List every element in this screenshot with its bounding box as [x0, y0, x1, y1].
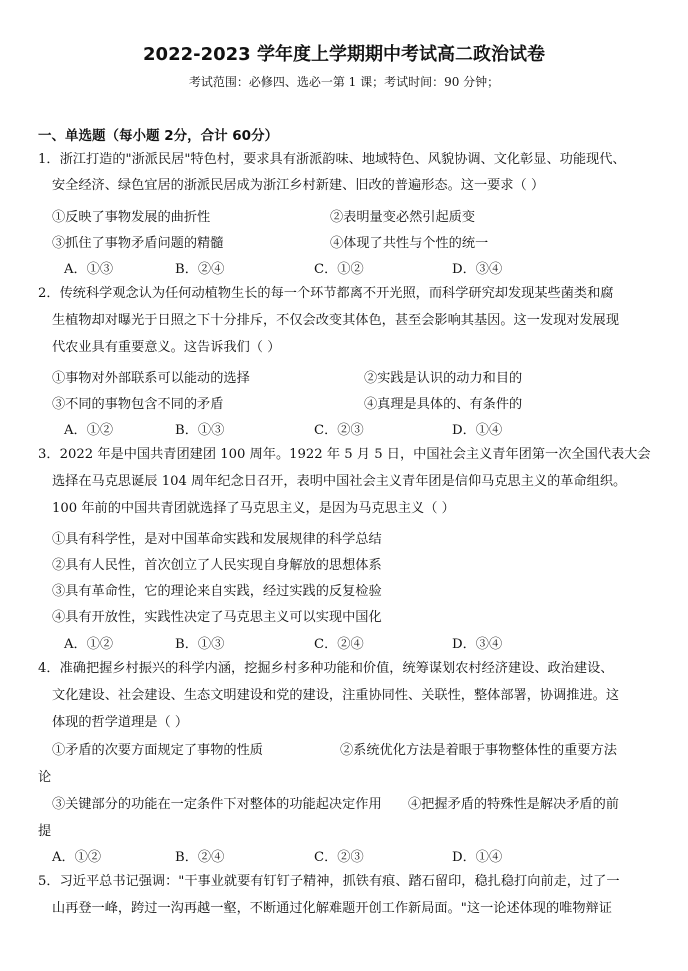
- question-1-choice-a[interactable]: A．①③: [64, 262, 114, 277]
- question-4-statement-2: ②系统优化方法是着眼于事物整体性的重要方法: [340, 743, 617, 758]
- question-3-choice-a[interactable]: A．①②: [64, 637, 114, 652]
- question-4-statement-1: ①矛盾的次要方面规定了事物的性质: [52, 743, 263, 758]
- question-2-statement-2: ②实践是认识的动力和目的: [364, 371, 523, 386]
- question-1-choice-c[interactable]: C．①②: [314, 262, 364, 277]
- question-1-choice-d[interactable]: D．③④: [452, 262, 503, 277]
- question-4-statement-2-wrap: 论: [38, 770, 52, 785]
- question-2-choice-a[interactable]: A．①②: [64, 423, 114, 438]
- exam-subtitle: 考试范围：必修四、选必一第 1 课；考试时间：90 分钟；: [188, 75, 500, 89]
- question-1-choice-b[interactable]: B．②④: [175, 262, 225, 277]
- question-4-line-2: 文化建设、社会建设、生态文明建设和党的建设，注重协同性、关联性，整体部署，协调推进。这: [52, 688, 620, 703]
- question-3-choice-b[interactable]: B．①③: [175, 637, 225, 652]
- question-2-choice-d[interactable]: D．①④: [452, 423, 503, 438]
- question-4-choice-b[interactable]: B．②④: [175, 850, 225, 865]
- question-1-line-1: 1．浙江打造的"浙派民居"特色村，要求具有浙派韵味、地域特色、风貌协调、文化彰显、功能现代、: [38, 152, 626, 167]
- question-3-statement-3: ③具有革命性，它的理论来自实践，经过实践的反复检验: [52, 584, 382, 599]
- question-1-statement-1: ①反映了事物发展的曲折性: [52, 210, 211, 225]
- question-3-choice-c[interactable]: C．②④: [314, 637, 364, 652]
- exam-title: 2022-2023 学年度上学期期中考试高二政治试卷: [143, 44, 545, 65]
- question-2-statement-3: ③不同的事物包含不同的矛盾: [52, 397, 224, 412]
- question-3-line-3: 100 年前的中国共青团就选择了马克思主义，是因为马克思主义（ ）: [52, 501, 455, 516]
- question-2-statement-4: ④真理是具体的、有条件的: [364, 397, 523, 412]
- question-1-statement-3: ③抓住了事物矛盾问题的精髓: [52, 236, 224, 251]
- question-2-choice-b[interactable]: B．①③: [175, 423, 225, 438]
- question-5-line-2: 山再登一峰，跨过一沟再越一壑，不断通过化解难题开创工作新局面。"这一论述体现的唯物辩证: [52, 901, 612, 916]
- question-3-statement-4: ④具有开放性，实践性决定了马克思主义可以实现中国化: [52, 610, 382, 625]
- question-4-choice-a[interactable]: A．①②: [52, 850, 102, 865]
- section-heading: 一、单选题（每小题 2分，合计 60分）: [38, 128, 279, 144]
- question-4-line-3: 体现的哲学道理是（ ）: [52, 715, 189, 730]
- question-4-statement-3: ③关键部分的功能在一定条件下对整体的功能起决定作用: [52, 797, 382, 812]
- question-2-statement-1: ①事物对外部联系可以能动的选择: [52, 371, 250, 386]
- question-4-line-1: 4．准确把握乡村振兴的科学内涵，挖掘乡村多种功能和价值，统筹谋划农村经济建设、政治建设、: [38, 661, 614, 676]
- question-1-statement-2: ②表明量变必然引起质变: [330, 210, 476, 225]
- question-3-line-2: 选择在马克思诞辰 104 周年纪念日召开，表明中国社会主义青年团是信仰马克思主义的革命组织。: [52, 474, 627, 489]
- question-5-line-1: 5．习近平总书记强调："干事业就要有钉钉子精神，抓铁有痕、踏石留印，稳扎稳打向前走，过了一: [38, 874, 620, 889]
- question-1-statement-4: ④体现了共性与个性的统一: [330, 236, 489, 251]
- question-1-line-2: 安全经济、绿色宜居的浙派民居成为浙江乡村新建、旧改的普遍形态。这一要求（ ）: [52, 178, 545, 193]
- question-2-line-1: 2．传统科学观念认为任何动植物生长的每一个环节都离不开光照，而科学研究却发现某些菌类和腐: [38, 286, 614, 301]
- question-2-line-2: 生植物却对曝光于日照之下十分排斥，不仅会改变其体色，甚至会影响其基因。这一发现对发展现: [52, 313, 620, 328]
- question-3-line-1: 3．2022 年是中国共青团建团 100 周年。1922 年 5 月 5 日，中国社会主义青年团第一次全国代表大会: [38, 447, 651, 462]
- question-3-statement-2: ②具有人民性，首次创立了人民实现自身解放的思想体系: [52, 558, 382, 573]
- question-4-choice-c[interactable]: C．②③: [314, 850, 364, 865]
- question-4-statement-4: ④把握矛盾的特殊性是解决矛盾的前: [408, 797, 619, 812]
- question-3-statement-1: ①具有科学性，是对中国革命实践和发展规律的科学总结: [52, 532, 382, 547]
- question-4-statement-4-wrap: 提: [38, 824, 52, 839]
- question-4-choice-d[interactable]: D．①④: [452, 850, 503, 865]
- question-2-line-3: 代农业具有重要意义。这告诉我们（ ）: [52, 340, 281, 355]
- question-3-choice-d[interactable]: D．③④: [452, 637, 503, 652]
- question-2-choice-c[interactable]: C．②③: [314, 423, 364, 438]
